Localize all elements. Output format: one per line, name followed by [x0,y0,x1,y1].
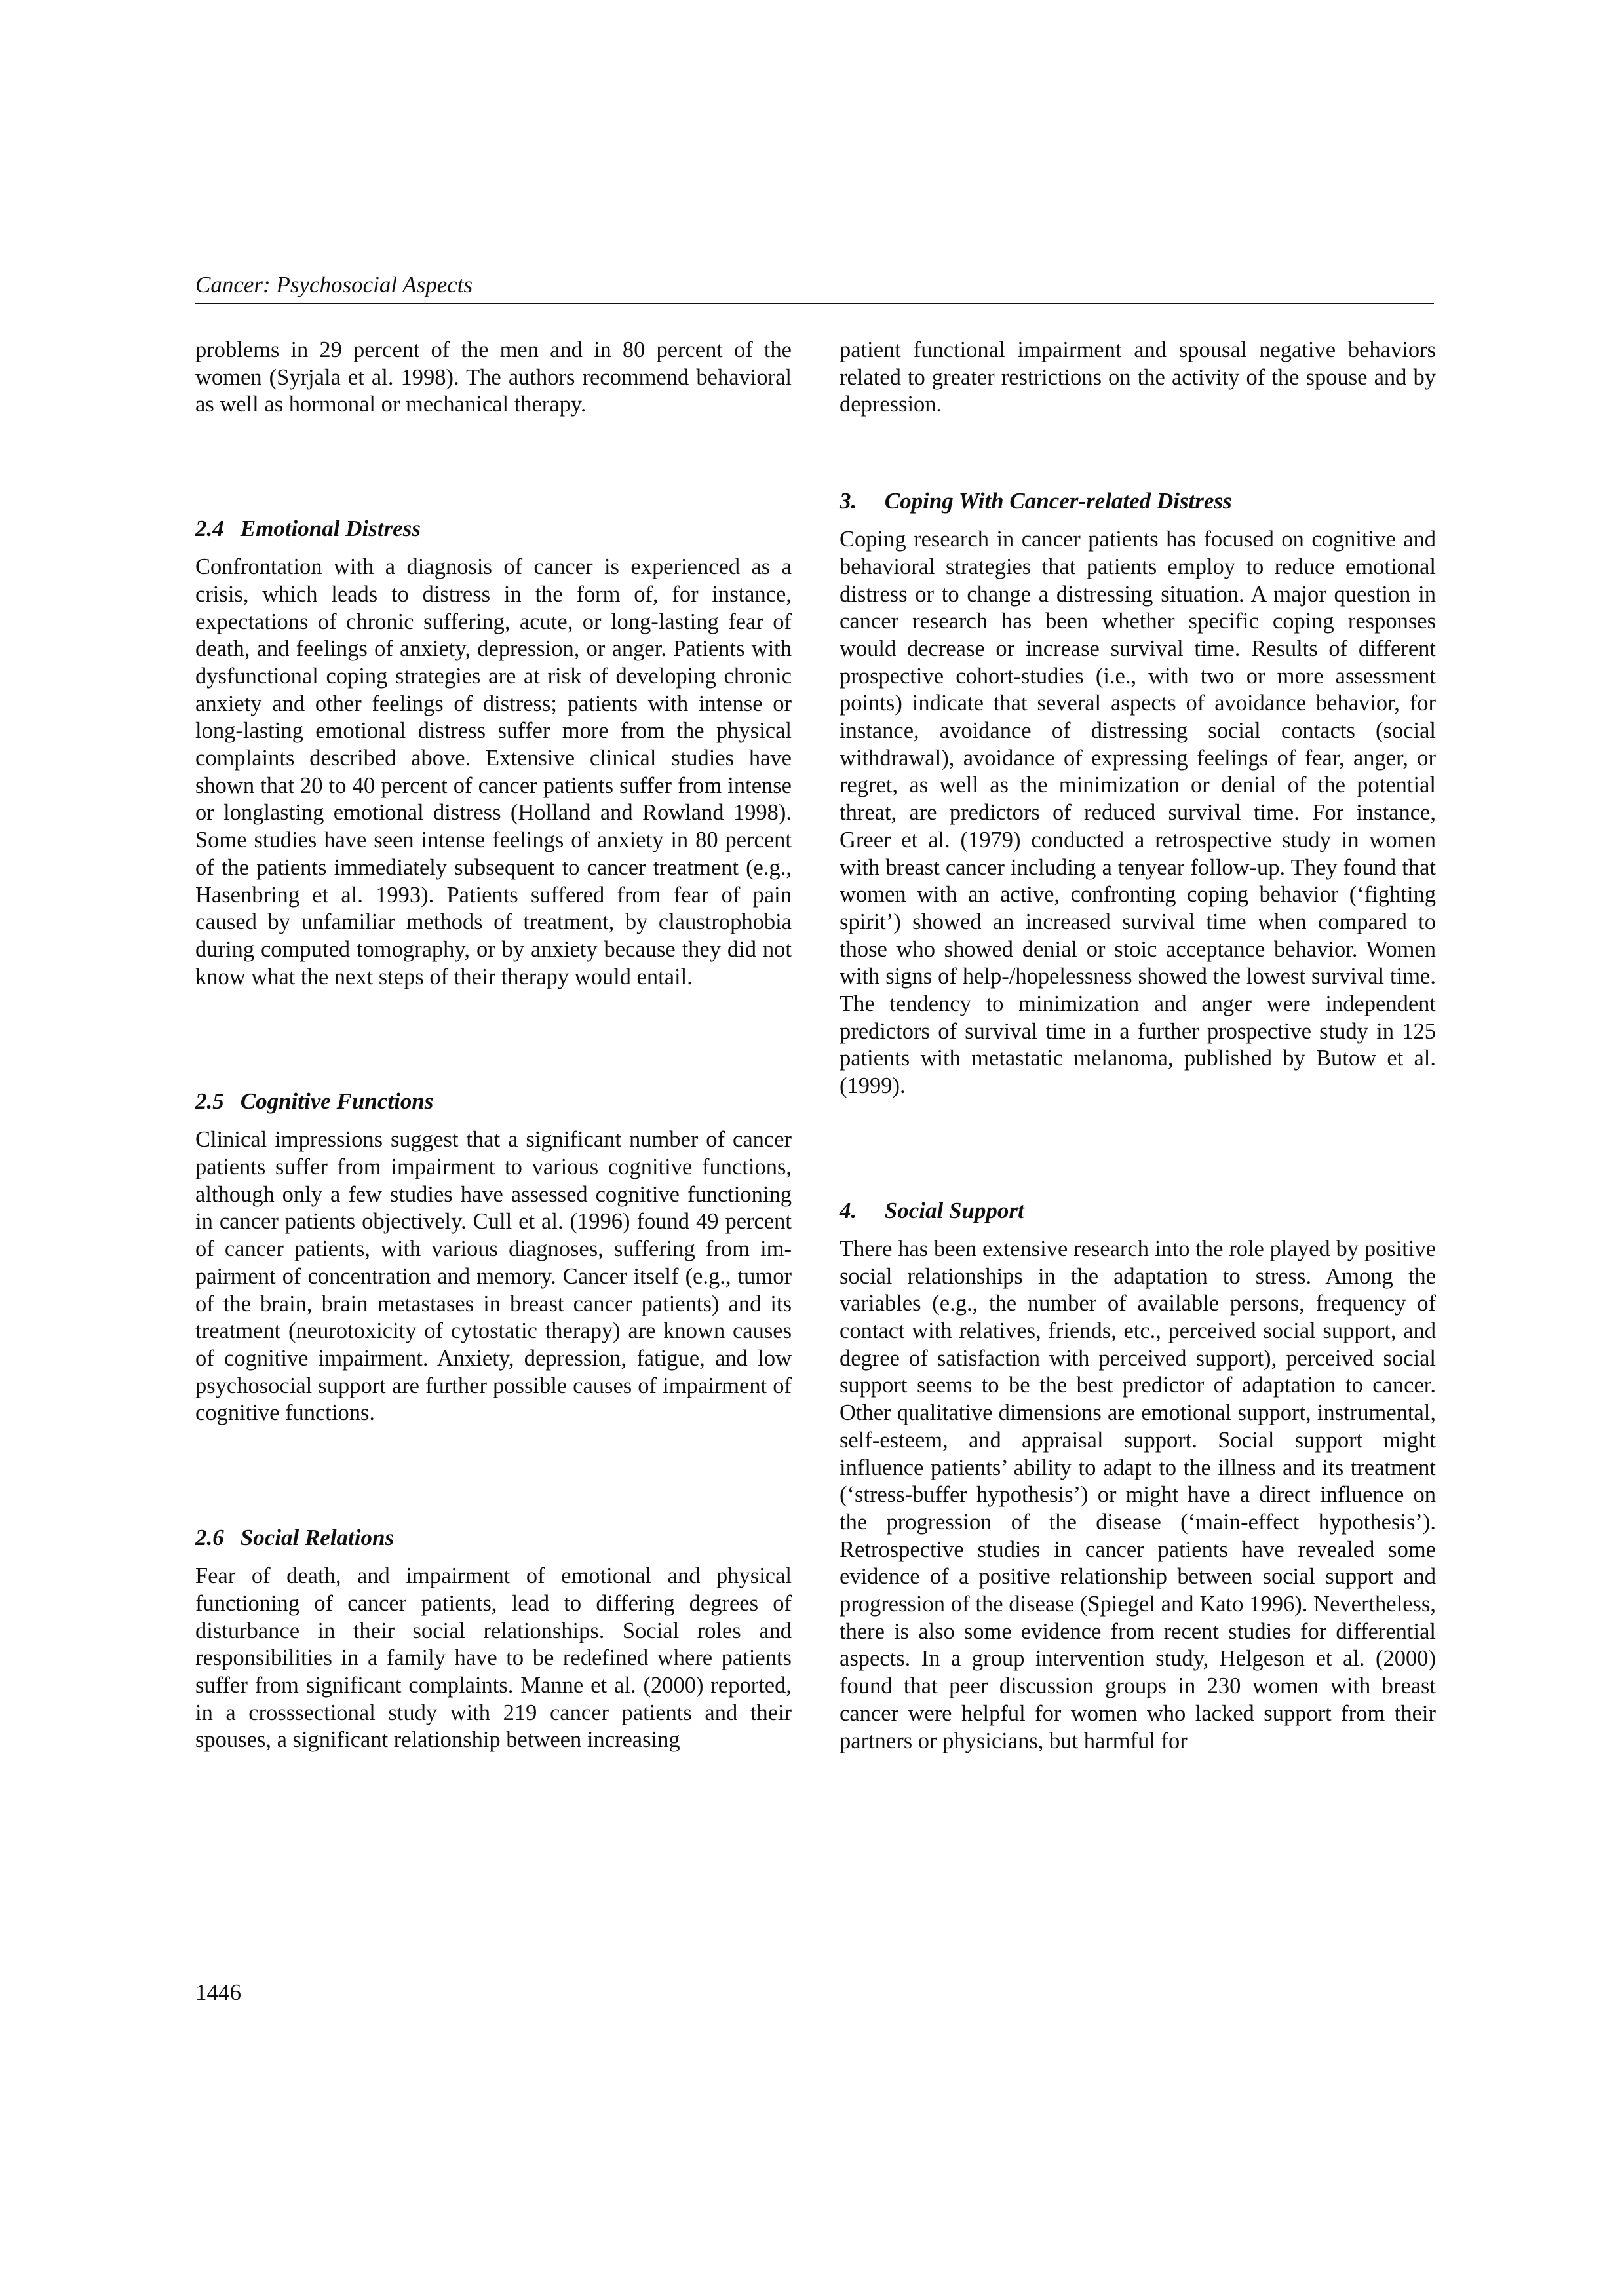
running-head: Cancer: Psychosocial Aspects [195,270,1434,304]
section-title: Cognitive Functions [240,1088,434,1115]
section-body-social-relations: Fear of death, and impairment of emotional and physical functioning of cancer patients, lead to differing degrees of disturbance in their social relationships. Social roles and responsibilities in a family have to be redefined where patients suffer from significant complaints. Manne et al. (2000) reported, in a crosssectional study with 219 cancer patients and their spouses, a significant relationship between increasing [195,1563,792,1753]
section-body-cognitive-functions: Clinical impressions suggest that a significant number of cancer patients suffer from impairment to various cognitive functions, although only a few studies have assessed cognitive functioning in cancer patients objectively. Cull et al. (1996) found 49 percent of cancer patients, with various diagnoses, suffering from impairment of concentration and memory. Cancer itself (e.g., tumor of the brain, brain metastases in breast cancer patients) and its treatment (neurotoxicity of cytostatic therapy) are known causes of cognitive impairment. Anxiety, depression, fatigue, and low psychosocial support are further possible causes of impairment of cognitive functions. [195,1127,792,1426]
section-number: 2.6 [195,1525,224,1551]
section-number: 2.4 [195,516,224,542]
right-column [840,337,1436,1755]
continuation-paragraph: problems in 29 percent of the men and in 80 percent of the women (Syrjala et al. 1998). The authors recommend behavioral as well as hormonal or mechanical therapy. [195,337,792,417]
section-number: 2.5 [195,1088,224,1115]
section-body-emotional-distress: Confrontation with a diagnosis of cancer is experienced as a crisis, which leads to distress in the form of, for instance, expectations of chronic suffering, acute, or long-lasting fear of death, and feelings of anxiety, depression, or anger. Patients with dysfunctional coping strategies are at risk of developing chronic anxiety and other feelings of distress; patients with intense or long-lasting emotional distress suffer more from the physical complaints described above. Extensive clinical studies have shown that 20 to 40 percent of cancer patients suffer from intense or longlasting emotional distress (Holland and Rowland 1998). Some studies have seen intense feelings of anxiety in 80 percent of the patients immediately subsequent to cancer treatment (e.g., Hasenbring et al. 1993). Patients suffered from fear of pain caused by unfamiliar methods of treatment, by claustrophobia during computed tomography, or by anxiety because they did not know what the next steps of their therapy would entail. [195,554,792,989]
continuation-paragraph: patient functional impairment and spousal negative behaviors related to greater restrictions on the activity of the spouse and by depression. [840,337,1436,417]
section-heading-social-support [840,1197,1436,1225]
section-heading-emotional-distress [195,515,792,543]
section-heading-social-relations [195,1524,792,1552]
section-body-coping: Coping research in cancer patients has focused on cognitive and behavioral strategies that patients employ to reduce emotional distress or to change a distressing situation. A major question in cancer research has been whether specific coping responses would decrease or increase survival time. Results of different prospective cohort-studies (i.e., with two or more assessment points) indicate that several aspects of avoidance behavior, for instance, avoidance of distressing social contacts (social withdrawal), avoidance of expressing feelings of fear, anger, or regret, as well as the minimization or denial of the potential threat, are predictors of reduced survival time. For instance, Greer et al. (1979) conducted a retrospective study in women with breast cancer including a tenyear follow-up. They found that women with an active, confronting coping behavior (‘fighting spirit’) showed an increased survival time when compared to those who showed denial or stoic acceptance behavior. Women with signs of help-/hopelessness showed the lowest survival time. The tendency to minimization and anger were independent predictors of survival time in a further prospective study in 125 patients with metastatic melanoma, published by Butow et al. (1999). [840,527,1436,1099]
section-number: 3. [840,488,857,514]
section-title: Social Support [884,1197,1024,1223]
left-column [195,337,792,1754]
section-title: Coping With Cancer-related Distress [884,488,1232,514]
section-heading-coping [840,488,1436,515]
page-number: 1446 [195,1980,241,2005]
section-number: 4. [840,1197,857,1223]
section-body-social-support: There has been extensive research into the role played by positive social relationships in the adaptation to stress. Among the variables (e.g., the number of available persons, frequency of contact with relatives, friends, etc., perceived social support, and degree of satisfaction with perceived support), perceived social support seems to be the best predictor of adaptation to cancer. Other qualitative dimensions are emotional support, instrumental, self-esteem, and appraisal support. Social support might influence patients’ ability to adapt to the illness and its treatment (‘stress-buffer hypothesis’) or might have a direct influence on the progression of the disease (‘main-effect hypothesis’). Retrospective studies in cancer patients have revealed some evidence of a positive relationship between social support and progression of the disease (Spiegel and Kato 1996). Nevertheless, there is also some evidence from recent studies for differential aspects. In a group intervention study, Helgeson et al. (2000) found that peer discussion groups in 230 women with breast cancer were helpful for women who lacked support from their partners or physicians, but harmful for [840,1236,1436,1753]
section-title: Emotional Distress [240,516,421,542]
section-heading-cognitive-functions [195,1088,792,1115]
section-title: Social Relations [240,1525,395,1551]
